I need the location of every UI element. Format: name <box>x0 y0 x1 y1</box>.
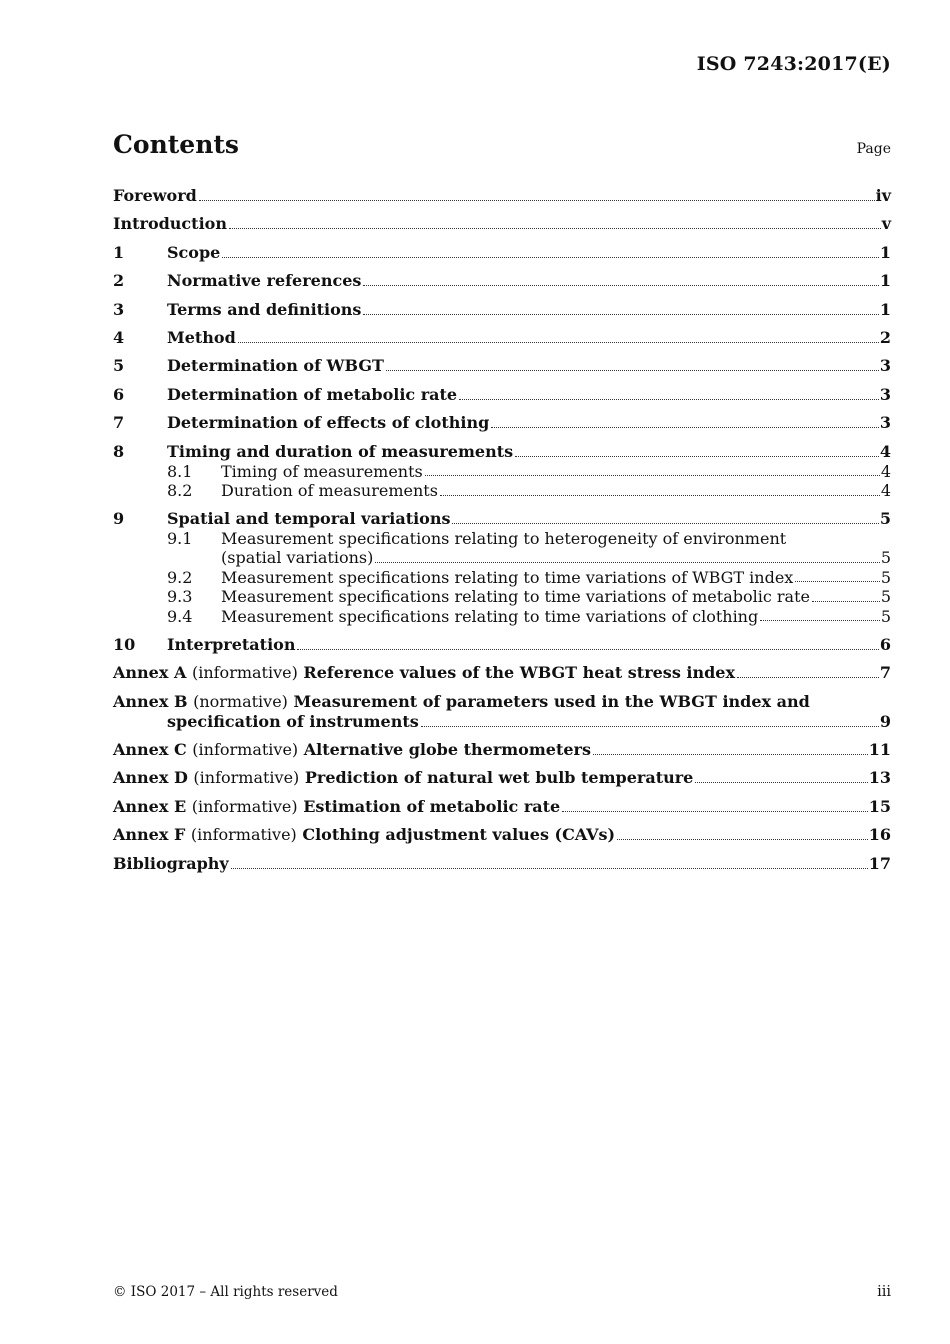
annex-label: Annex D <box>113 768 188 788</box>
toc-title: Normative references <box>167 271 362 291</box>
toc-page: 17 <box>868 853 891 873</box>
toc-title: Determination of effects of clothing <box>167 413 490 433</box>
toc-page: 5 <box>880 567 891 587</box>
toc-number: 1 <box>113 242 125 262</box>
toc-entry-spatial-and-temporal-variations[interactable] <box>113 509 891 529</box>
toc-entry-annex-c[interactable] <box>113 740 891 760</box>
dot-leader <box>386 370 879 371</box>
toc-page: 15 <box>868 796 891 816</box>
dot-leader <box>593 754 868 755</box>
toc-title: Scope <box>167 242 221 262</box>
toc-page: iv <box>875 186 891 205</box>
annex-label: Annex C <box>113 739 187 759</box>
toc-number: 8 <box>113 441 125 461</box>
toc-page: 6 <box>879 634 891 654</box>
page-column-label: Page <box>856 141 891 157</box>
copyright-notice: © ISO 2017 – All rights reserved <box>113 1284 338 1300</box>
toc-entry-annex-d[interactable] <box>113 768 891 788</box>
annex-title: Clothing adjustment values (CAVs) <box>302 825 616 845</box>
toc-number: 8.1 <box>167 461 193 481</box>
toc-title: Duration of measurements <box>221 481 438 501</box>
annex-title: Prediction of natural wet bulb temperature <box>304 768 694 788</box>
toc-title: Timing of measurements <box>221 461 423 481</box>
dot-leader <box>812 601 880 602</box>
annex-label: Annex B <box>113 691 188 711</box>
annex-label: Annex F <box>113 825 186 845</box>
toc-entry-determination-of-wbgt[interactable] <box>113 356 891 376</box>
dot-leader <box>222 257 879 258</box>
toc-subentry-metabolic-rate-variations[interactable] <box>113 587 891 607</box>
dot-leader <box>231 868 868 869</box>
dot-leader <box>297 649 878 650</box>
toc-page: 5 <box>879 508 891 528</box>
dot-leader <box>795 581 880 582</box>
toc-entry-foreword[interactable] <box>113 186 891 206</box>
toc-entry-annex-f[interactable] <box>113 825 891 845</box>
toc-page: 11 <box>868 739 891 759</box>
annex-label: Annex A <box>113 663 187 683</box>
toc-entry-method[interactable] <box>113 328 891 348</box>
toc-page: 4 <box>880 461 891 481</box>
dot-leader <box>363 285 878 286</box>
toc-title: Measurement specifications relating to time variations of clothing <box>221 606 759 626</box>
dot-leader <box>695 782 867 783</box>
annex-type: (informative) <box>191 796 298 816</box>
dot-leader <box>491 427 879 428</box>
dot-leader <box>238 342 879 343</box>
annex-label: Annex E <box>113 796 187 816</box>
toc-title: Method <box>167 327 236 347</box>
contents-title: Contents <box>113 130 240 159</box>
toc-page: v <box>881 214 891 234</box>
toc-entry-scope[interactable] <box>113 243 891 263</box>
dot-leader <box>617 839 868 840</box>
toc-entry-timing-and-duration[interactable] <box>113 442 891 462</box>
toc-page: 13 <box>868 768 891 788</box>
annex-title: Estimation of metabolic rate <box>303 796 561 816</box>
toc-title: Measurement specifications relating to time variations of metabolic rate <box>221 587 810 607</box>
toc-title: Determination of metabolic rate <box>167 384 458 404</box>
toc-page: 9 <box>879 711 891 731</box>
toc-title: Introduction <box>113 214 227 234</box>
dot-leader <box>515 456 879 457</box>
annex-title: Alternative globe thermometers <box>303 739 591 759</box>
toc-number: 9.4 <box>167 606 193 626</box>
toc-subentry-clothing-variations[interactable] <box>113 607 891 627</box>
annex-type: (informative) <box>190 825 297 845</box>
dot-leader <box>562 811 868 812</box>
toc-entry-determination-of-metabolic-rate[interactable] <box>113 385 891 405</box>
toc-subentry-heterogeneity-of-environment[interactable] <box>113 529 891 568</box>
toc-page: 3 <box>879 384 891 404</box>
toc-page: 4 <box>879 441 891 461</box>
toc-number: 2 <box>113 271 125 291</box>
toc-number: 9.1 <box>167 528 193 548</box>
toc-title: Spatial and temporal variations <box>167 508 451 528</box>
toc-number: 5 <box>113 356 125 376</box>
toc-subentry-wbgt-index-variations[interactable] <box>113 568 891 588</box>
toc-page: 3 <box>879 413 891 433</box>
annex-title-line1: Measurement of parameters used in the WBGT index and <box>293 691 810 711</box>
toc-page: 7 <box>879 663 891 683</box>
dot-leader <box>760 620 880 621</box>
toc-page: 1 <box>879 299 891 319</box>
dot-leader <box>229 228 881 229</box>
toc-entry-interpretation[interactable] <box>113 635 891 655</box>
toc-number: 4 <box>113 327 125 347</box>
toc-title: Terms and definitions <box>167 299 362 319</box>
dot-leader <box>452 523 878 524</box>
toc-title-line2: (spatial variations) <box>221 548 374 568</box>
toc-number: 9.2 <box>167 567 193 587</box>
toc-subentry-timing-of-measurements[interactable] <box>113 462 891 482</box>
toc-number: 8.2 <box>167 481 193 501</box>
annex-title-line2: specification of instruments <box>167 711 419 731</box>
page-number: iii <box>877 1284 891 1300</box>
annex-type: (informative) <box>193 768 300 788</box>
toc-title: Foreword <box>113 186 197 205</box>
dot-leader <box>459 399 879 400</box>
toc-page: 1 <box>879 271 891 291</box>
page-footer <box>113 1284 891 1300</box>
dot-leader <box>199 200 875 201</box>
toc-page: 1 <box>879 242 891 262</box>
toc-page: 2 <box>879 327 891 347</box>
annex-title: Reference values of the WBGT heat stress index <box>303 663 736 683</box>
annex-type: (informative) <box>191 663 298 683</box>
toc-title-line1: Measurement specifications relating to heterogeneity of environment <box>221 528 787 548</box>
toc-entry-annex-e[interactable] <box>113 797 891 817</box>
dot-leader <box>421 726 879 727</box>
contents-header <box>113 130 891 159</box>
toc-title: Interpretation <box>167 634 296 654</box>
dot-leader <box>440 495 880 496</box>
toc-title: Measurement specifications relating to time variations of WBGT index <box>221 567 794 587</box>
annex-type: (normative) <box>193 691 288 711</box>
toc-number: 10 <box>113 634 136 654</box>
table-of-contents <box>113 186 891 874</box>
toc-subentry-duration-of-measurements[interactable] <box>113 481 891 501</box>
toc-number: 7 <box>113 413 125 433</box>
toc-page: 5 <box>880 548 891 568</box>
toc-entry-terms-and-definitions[interactable] <box>113 300 891 320</box>
toc-number: 6 <box>113 384 125 404</box>
toc-page: 5 <box>880 606 891 626</box>
toc-page: 4 <box>880 481 891 501</box>
toc-entry-bibliography[interactable] <box>113 854 891 874</box>
toc-entry-effects-of-clothing[interactable] <box>113 413 891 433</box>
toc-entry-annex-a[interactable] <box>113 663 891 683</box>
toc-title: Determination of WBGT <box>167 356 384 376</box>
toc-entry-annex-b[interactable] <box>113 692 891 732</box>
toc-number: 3 <box>113 299 125 319</box>
toc-title: Timing and duration of measurements <box>167 441 514 461</box>
toc-page: 16 <box>868 825 891 845</box>
document-id: ISO 7243:2017(E) <box>696 53 891 75</box>
annex-type: (informative) <box>192 739 299 759</box>
toc-page: 3 <box>879 356 891 376</box>
toc-number: 9 <box>113 508 125 528</box>
dot-leader <box>375 562 879 563</box>
toc-page: 5 <box>880 587 891 607</box>
toc-title: Bibliography <box>113 853 229 873</box>
toc-entry-normative-references[interactable] <box>113 271 891 291</box>
dot-leader <box>737 677 879 678</box>
dot-leader <box>425 475 880 476</box>
toc-entry-introduction[interactable] <box>113 214 891 234</box>
dot-leader <box>363 314 878 315</box>
toc-number: 9.3 <box>167 587 193 607</box>
